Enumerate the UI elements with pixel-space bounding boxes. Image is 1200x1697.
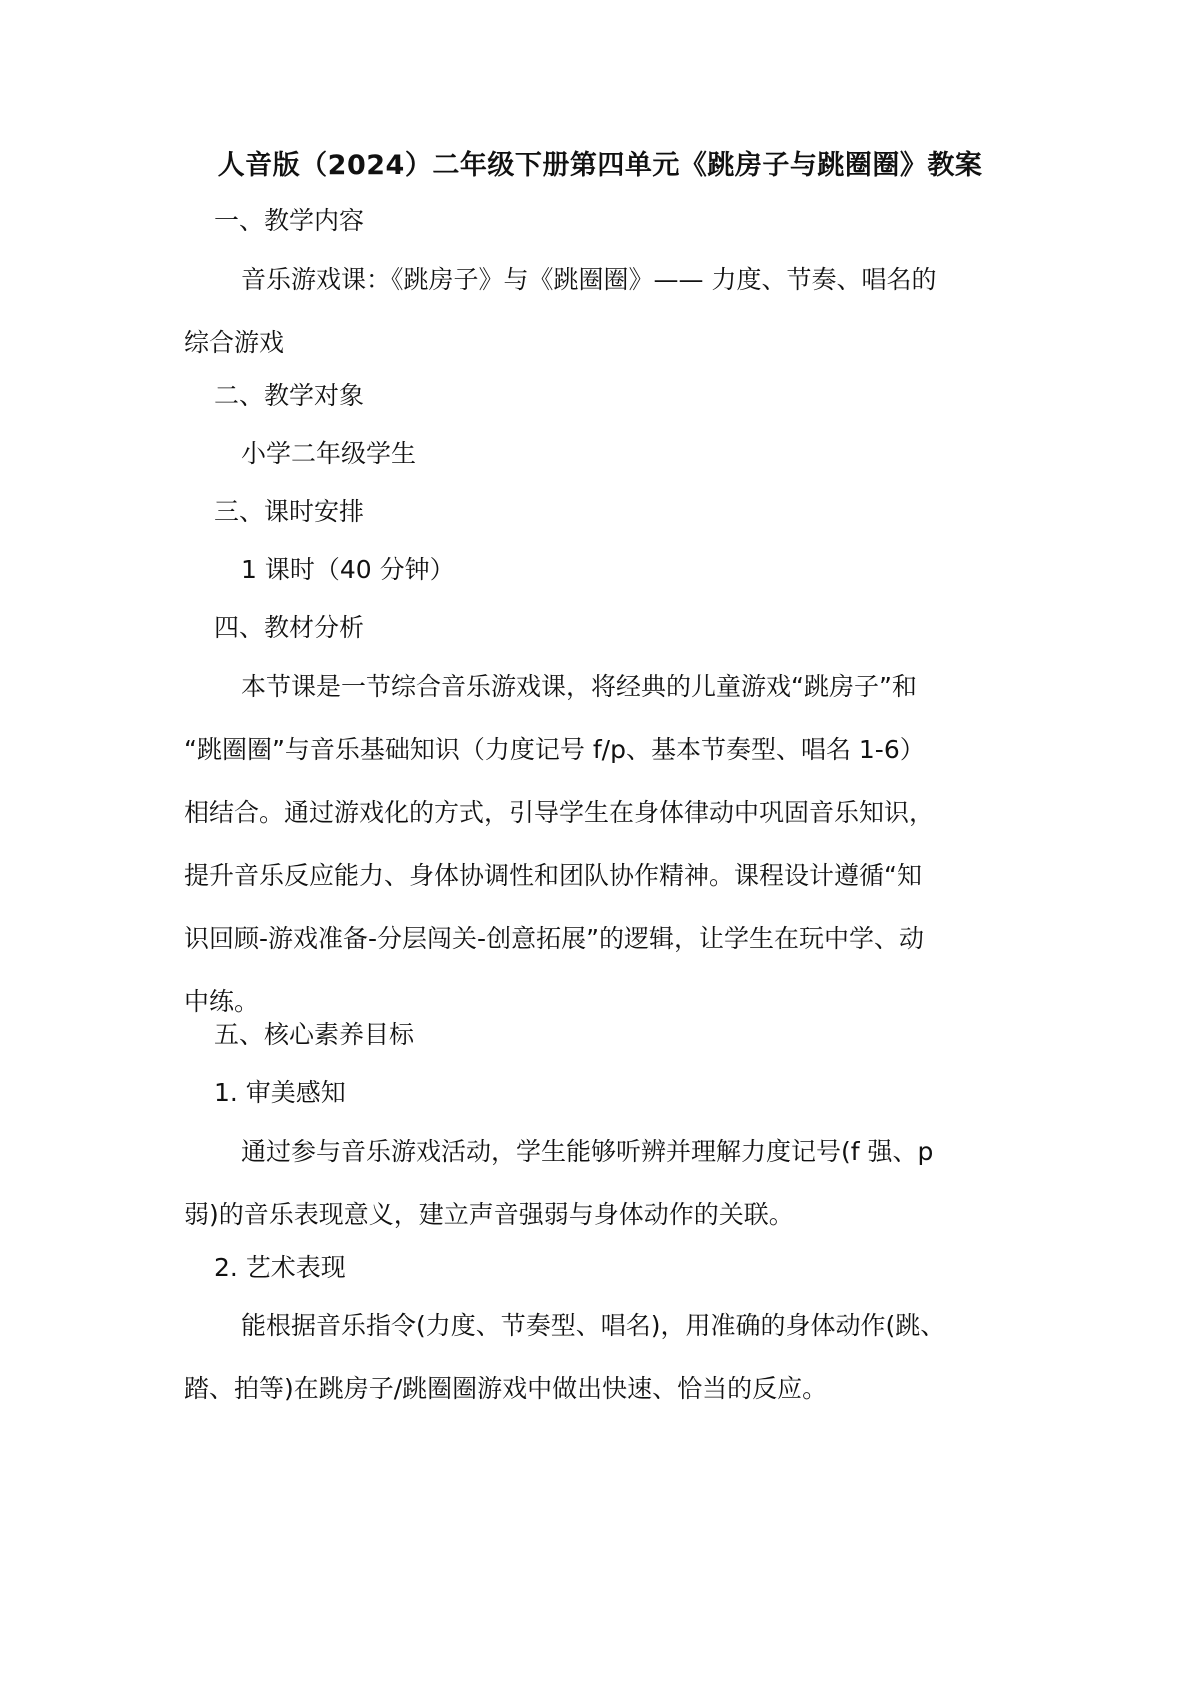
document-title: 人音版（2024）二年级下册第四单元《跳房子与跳圈圈》教案 <box>217 150 983 181</box>
subsection-heading-artistic-expression: 2. 艺术表现 <box>214 1253 346 1282</box>
section-heading-material-analysis: 四、教材分析 <box>214 613 365 642</box>
section-body-material-analysis <box>184 655 1024 1033</box>
paragraph-line: 通过参与音乐游戏活动，学生能够听辨并理解力度记号(f 强、p <box>241 1137 934 1166</box>
subsection-heading-aesthetic-perception: 1. 审美感知 <box>214 1078 346 1107</box>
paragraph-line: 能根据音乐指令(力度、节奏型、唱名)，用准确的身体动作(跳、 <box>241 1311 946 1340</box>
subsection-body-aesthetic-perception <box>184 1120 1024 1246</box>
paragraph-line: 音乐游戏课：《跳房子》与《跳圈圈》—— 力度、节奏、唱名的 <box>241 265 937 294</box>
paragraph-line: 弱)的音乐表现意义，建立声音强弱与身体动作的关联。 <box>184 1200 794 1229</box>
section-body-teaching-target: 小学二年级学生 <box>241 439 417 468</box>
paragraph-line: 识回顾-游戏准备-分层闯关-创意拓展”的逻辑，让学生在玩中学、动 <box>184 924 925 953</box>
paragraph-line: 中练。 <box>184 987 260 1016</box>
paragraph-line: 相结合。通过游戏化的方式，引导学生在身体律动中巩固音乐知识， <box>184 798 935 827</box>
paragraph-line: 综合游戏 <box>184 328 285 357</box>
subsection-body-artistic-expression <box>184 1294 1024 1420</box>
section-heading-core-literacy-goals: 五、核心素养目标 <box>214 1020 415 1049</box>
paragraph-line: 本节课是一节综合音乐游戏课，将经典的儿童游戏“跳房子”和 <box>241 672 917 701</box>
paragraph-line: 踏、拍等)在跳房子/跳圈圈游戏中做出快速、恰当的反应。 <box>184 1374 828 1403</box>
section-heading-schedule: 三、课时安排 <box>214 497 365 526</box>
section-body-schedule: 1 课时（40 分钟） <box>241 555 455 584</box>
section-heading-teaching-target: 二、教学对象 <box>214 381 365 410</box>
paragraph-line: “跳圈圈”与音乐基础知识（力度记号 f/p、基本节奏型、唱名 1-6） <box>184 735 925 764</box>
paragraph-line: 提升音乐反应能力、身体协调性和团队协作精神。课程设计遵循“知 <box>184 861 922 890</box>
section-heading-teaching-content: 一、教学内容 <box>214 206 365 235</box>
section-body-teaching-content <box>184 248 1024 374</box>
